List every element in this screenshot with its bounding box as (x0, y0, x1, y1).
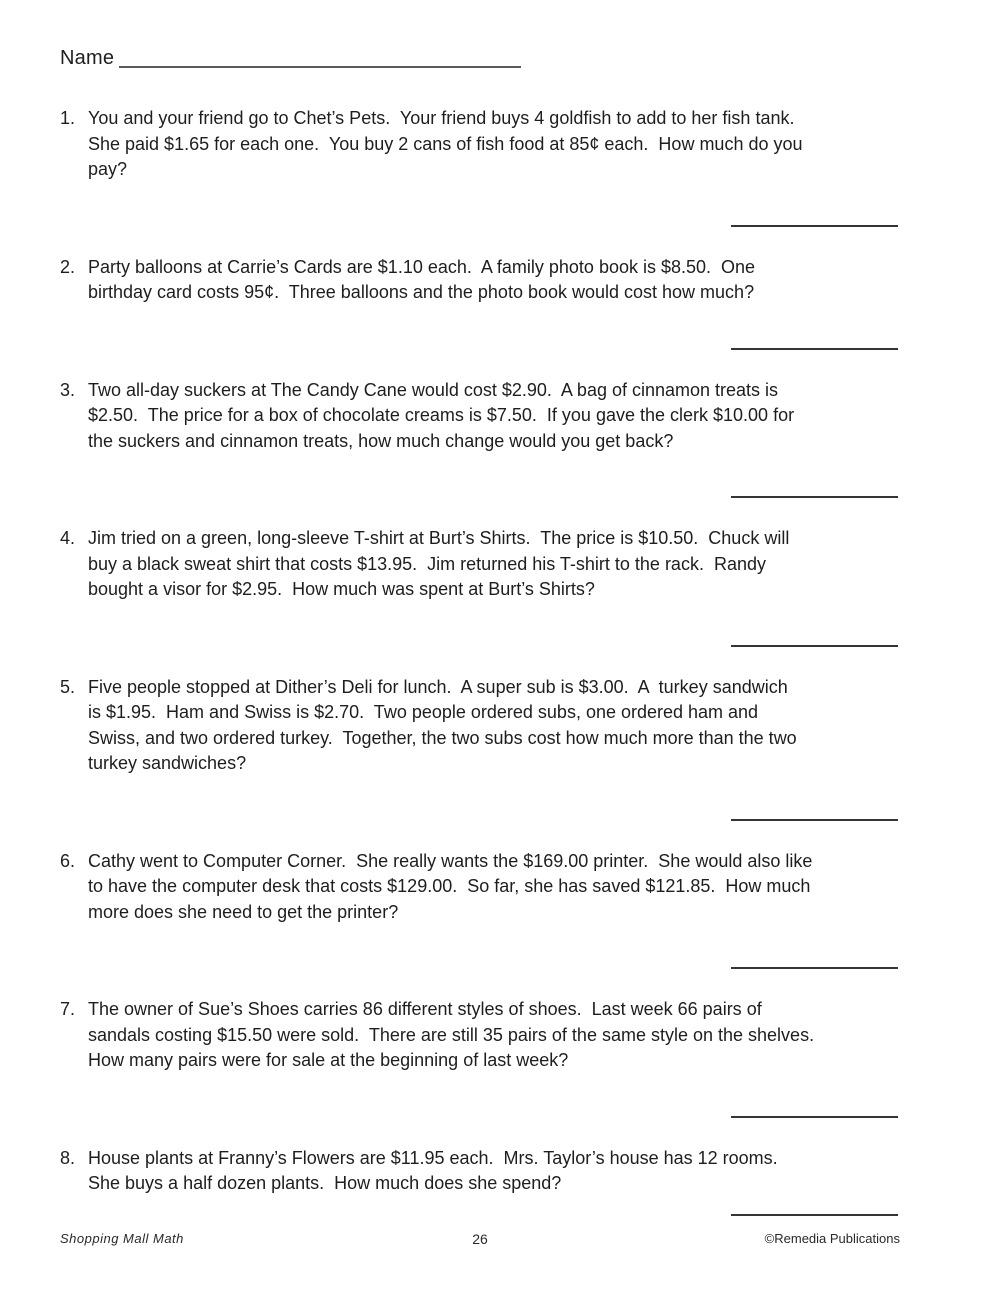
problem-text-line: Two all-day suckers at The Candy Cane would cost $2.90. A bag of cinnamon treats is (88, 379, 779, 400)
answer-blank-line[interactable] (731, 645, 898, 647)
problem-2 (60, 255, 900, 306)
problem-text-line: more does she need to get the printer? (88, 901, 399, 922)
name-label: Name (60, 47, 115, 69)
name-row (60, 44, 900, 70)
footer-publisher: ©Remedia Publications (764, 1231, 900, 1246)
problem-text-line: Swiss, and two ordered turkey. Together, the two subs cost how much more than the two (88, 727, 797, 748)
problem-text (88, 997, 900, 1074)
problem-text (88, 526, 900, 603)
problem-text (88, 1146, 900, 1197)
page-footer (60, 1231, 900, 1246)
problem-7 (60, 997, 900, 1074)
problem-3 (60, 378, 900, 455)
problem-number: 1. (60, 108, 76, 128)
problem-text-line: the suckers and cinnamon treats, how much change would you get back? (88, 430, 674, 451)
footer-page-number: 26 (472, 1231, 488, 1247)
problem-text-line: She paid $1.65 for each one. You buy 2 cans of fish food at 85¢ each. How much do you (88, 133, 803, 154)
problem-text-line: House plants at Franny’s Flowers are $11.95 each. Mrs. Taylor’s house has 12 rooms. (88, 1147, 778, 1168)
problems-list (60, 106, 900, 1216)
problem-text-line: sandals costing $15.50 were sold. There are still 35 pairs of the same style on the shelves. (88, 1024, 815, 1045)
answer-blank-line[interactable] (731, 348, 898, 350)
answer-blank-line[interactable] (731, 496, 898, 498)
problem-number: 8. (60, 1147, 76, 1168)
problem-number: 3. (60, 379, 76, 400)
problem-6 (60, 849, 900, 926)
problem-text-line: The owner of Sue’s Shoes carries 86 different styles of shoes. Last week 66 pairs of (88, 999, 762, 1019)
problem-text-line: is $1.95. Ham and Swiss is $2.70. Two people ordered subs, one ordered ham and (88, 702, 759, 722)
problem-text-line: $2.50. The price for a box of chocolate creams is $7.50. If you gave the clerk $10.00 for (88, 405, 795, 425)
problem-text-line: pay? (88, 159, 128, 179)
problem-text-line: bought a visor for $2.95. How much was spent at Burt’s Shirts? (88, 579, 595, 599)
problem-4 (60, 526, 900, 603)
problem-text-line: She buys a half dozen plants. How much does she spend? (88, 1173, 562, 1193)
problem-5 (60, 675, 900, 777)
problem-number: 2. (60, 256, 76, 277)
problem-text-line: turkey sandwiches? (88, 753, 247, 773)
problem-number: 4. (60, 528, 76, 548)
name-blank-line[interactable] (119, 66, 521, 68)
answer-blank-line[interactable] (731, 225, 898, 227)
problem-8 (60, 1146, 900, 1197)
problem-text (88, 106, 900, 183)
problem-number: 5. (60, 676, 76, 697)
problem-text-line: Jim tried on a green, long-sleeve T-shirt at Burt’s Shirts. The price is $10.50. Chuck will (88, 528, 790, 548)
problem-text-line: to have the computer desk that costs $129.00. So far, she has saved $121.85. How much (88, 876, 811, 896)
problem-1 (60, 106, 900, 183)
answer-blank-line[interactable] (731, 967, 898, 969)
problem-number: 7. (60, 999, 76, 1019)
problem-text (88, 675, 900, 777)
problem-text (88, 849, 900, 926)
problem-text (88, 255, 900, 306)
problem-text-line: How many pairs were for sale at the beginning of last week? (88, 1050, 569, 1070)
problem-number: 6. (60, 850, 76, 871)
problem-text-line: Party balloons at Carrie’s Cards are $1.10 each. A family photo book is $8.50. One (88, 256, 756, 277)
problem-text-line: Five people stopped at Dither’s Deli for lunch. A super sub is $3.00. A turkey sandwich (88, 676, 788, 697)
problem-text-line: Cathy went to Computer Corner. She really wants the $169.00 printer. She would also like (88, 850, 813, 871)
answer-blank-line[interactable] (731, 1116, 898, 1118)
answer-blank-line[interactable] (731, 1214, 898, 1216)
footer-worksheet-title: Shopping Mall Math (60, 1231, 184, 1246)
problem-text (88, 378, 900, 455)
answer-blank-line[interactable] (731, 819, 898, 821)
problem-text-line: buy a black sweat shirt that costs $13.95. Jim returned his T-shirt to the rack. Randy (88, 553, 766, 574)
problem-text-line: birthday card costs 95¢. Three balloons and the photo book would cost how much? (88, 282, 755, 302)
problem-text-line: You and your friend go to Chet’s Pets. Your friend buys 4 goldfish to add to her fish tank. (88, 108, 795, 128)
